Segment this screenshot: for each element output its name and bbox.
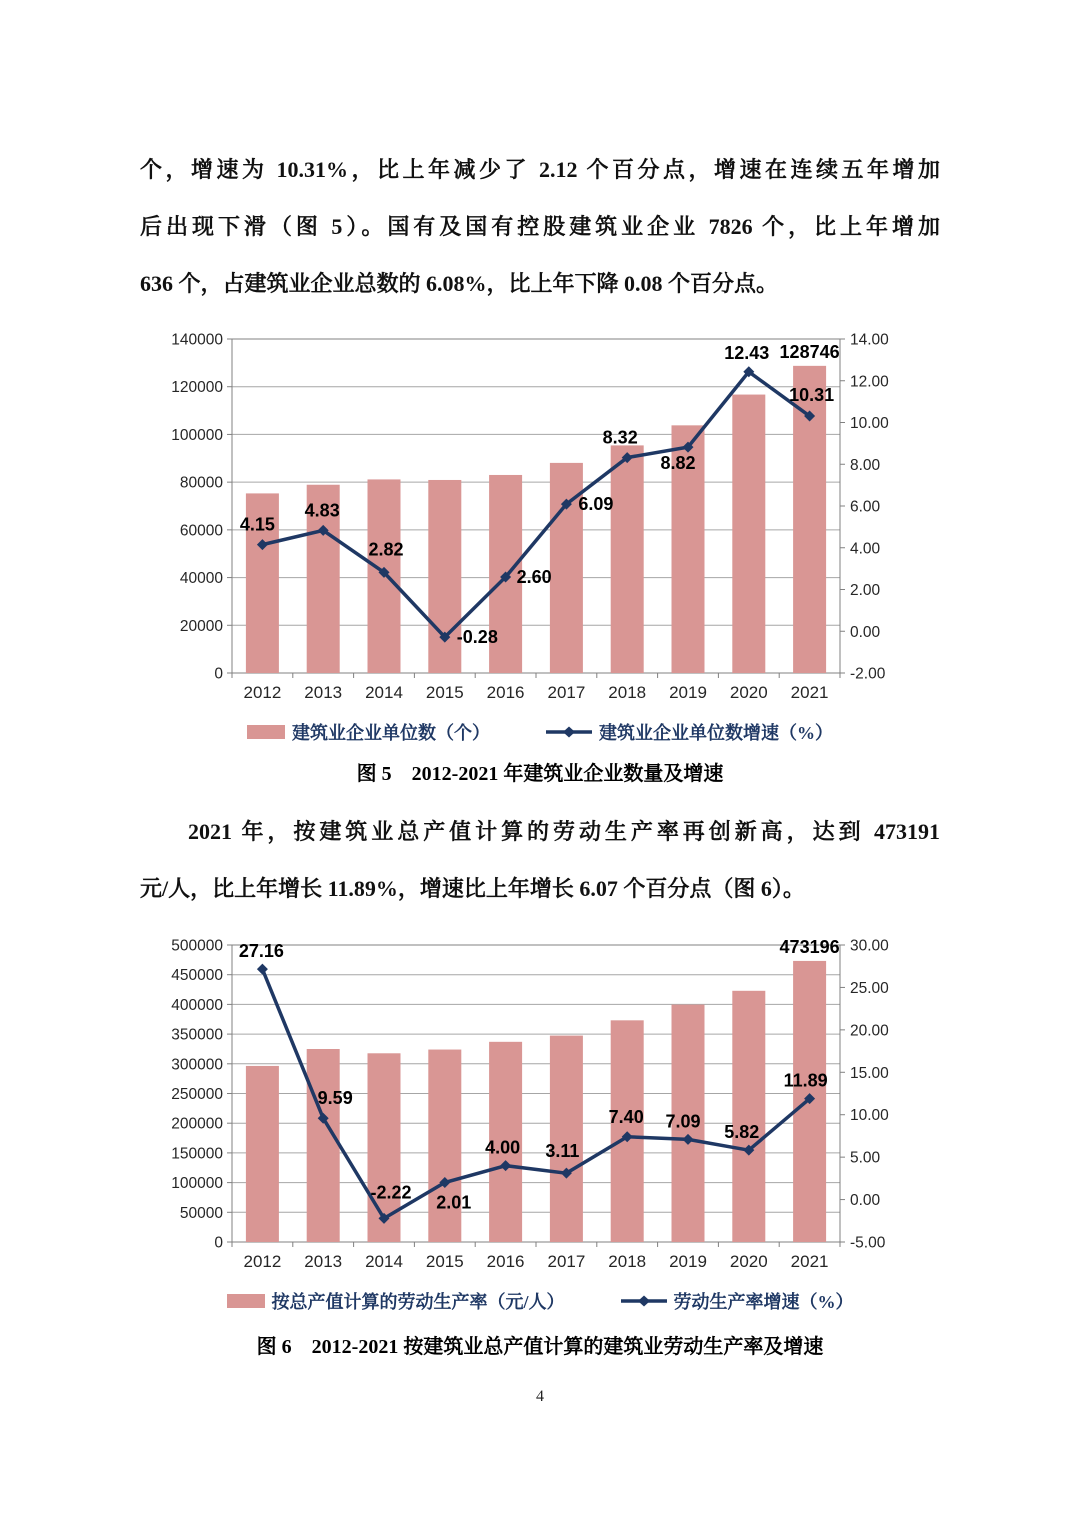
svg-text:2017: 2017 bbox=[547, 1252, 586, 1271]
figure6-legend bbox=[140, 1288, 940, 1314]
svg-text:300000: 300000 bbox=[171, 1056, 223, 1074]
svg-text:10.31: 10.31 bbox=[789, 385, 835, 406]
svg-text:50000: 50000 bbox=[179, 1204, 223, 1222]
figure6-combo-chart bbox=[140, 931, 940, 1280]
text-line: 后出现下滑（图 5）。国有及国有控股建筑业企业 7826 个，比上年增加 bbox=[140, 214, 940, 239]
svg-text:2019: 2019 bbox=[669, 1252, 707, 1271]
svg-text:4.00: 4.00 bbox=[850, 540, 881, 558]
paragraph-1 bbox=[140, 141, 940, 312]
svg-text:3.11: 3.11 bbox=[545, 1141, 580, 1162]
svg-text:-2.22: -2.22 bbox=[370, 1182, 412, 1203]
svg-text:250000: 250000 bbox=[171, 1086, 223, 1103]
svg-text:4.83: 4.83 bbox=[304, 500, 340, 521]
svg-text:6.09: 6.09 bbox=[578, 494, 614, 515]
svg-text:400000: 400000 bbox=[171, 996, 223, 1014]
svg-text:2016: 2016 bbox=[486, 683, 525, 702]
svg-text:0.00: 0.00 bbox=[850, 1192, 881, 1210]
svg-text:4.15: 4.15 bbox=[239, 514, 275, 535]
svg-text:0: 0 bbox=[214, 665, 223, 683]
svg-text:20000: 20000 bbox=[179, 617, 223, 635]
paragraph-2 bbox=[140, 803, 940, 917]
figure5-caption: 图 5 2012-2021 年建筑业企业数量及增速 bbox=[356, 763, 724, 785]
bar-series-swatch-icon bbox=[227, 1294, 265, 1308]
svg-text:2018: 2018 bbox=[608, 1252, 647, 1271]
svg-text:2012: 2012 bbox=[243, 683, 282, 702]
legend-item-line-series bbox=[621, 1288, 854, 1314]
svg-text:2017: 2017 bbox=[547, 683, 586, 702]
svg-text:7.09: 7.09 bbox=[665, 1111, 701, 1132]
svg-text:-5.00: -5.00 bbox=[850, 1234, 886, 1252]
legend-label: 建筑业企业单位数（个） bbox=[292, 723, 490, 743]
figure6-caption: 图 6 2012-2021 按建筑业总产值计算的建筑业劳动生产率及增速 bbox=[256, 1336, 824, 1358]
figure-6 bbox=[140, 931, 940, 1362]
svg-text:2021: 2021 bbox=[790, 683, 829, 702]
svg-text:60000: 60000 bbox=[179, 522, 223, 540]
legend-item-line-series bbox=[546, 719, 833, 745]
legend-label: 劳动生产率增速（%） bbox=[673, 1292, 854, 1312]
svg-text:120000: 120000 bbox=[171, 379, 223, 397]
text-line: 636 个，占建筑业企业总数的 6.08%，比上年下降 0.08 个百分点。 bbox=[140, 271, 779, 296]
svg-text:350000: 350000 bbox=[171, 1026, 223, 1044]
svg-text:11.89: 11.89 bbox=[783, 1070, 828, 1091]
svg-text:100000: 100000 bbox=[171, 1175, 223, 1193]
svg-text:100000: 100000 bbox=[171, 426, 223, 444]
svg-text:2.60: 2.60 bbox=[516, 566, 552, 587]
svg-text:6.00: 6.00 bbox=[850, 498, 881, 516]
svg-text:2.01: 2.01 bbox=[436, 1192, 472, 1213]
svg-text:2.82: 2.82 bbox=[368, 539, 404, 560]
svg-text:15.00: 15.00 bbox=[850, 1064, 889, 1082]
svg-text:40000: 40000 bbox=[179, 570, 223, 588]
bar-series-swatch-icon bbox=[247, 725, 285, 739]
svg-text:2.00: 2.00 bbox=[850, 582, 881, 599]
svg-text:8.32: 8.32 bbox=[602, 427, 638, 448]
svg-text:25.00: 25.00 bbox=[850, 979, 889, 997]
svg-text:20.00: 20.00 bbox=[850, 1022, 889, 1040]
svg-text:-0.28: -0.28 bbox=[456, 627, 498, 648]
svg-text:27.16: 27.16 bbox=[238, 941, 284, 962]
svg-text:2020: 2020 bbox=[729, 683, 768, 702]
text-line: 元/人，比上年增长 11.89%，增速比上年增长 6.07 个百分点（图 6）。 bbox=[140, 876, 805, 901]
svg-text:2013: 2013 bbox=[304, 683, 343, 702]
svg-text:80000: 80000 bbox=[179, 474, 223, 492]
svg-text:14.00: 14.00 bbox=[850, 331, 889, 349]
svg-text:9.59: 9.59 bbox=[317, 1088, 353, 1109]
svg-text:12.00: 12.00 bbox=[850, 373, 889, 391]
svg-text:140000: 140000 bbox=[171, 331, 223, 349]
svg-text:200000: 200000 bbox=[171, 1115, 223, 1133]
line-series-swatch-icon bbox=[546, 726, 592, 738]
svg-text:2019: 2019 bbox=[669, 683, 707, 702]
svg-text:2012: 2012 bbox=[243, 1252, 282, 1271]
figure5-combo-chart bbox=[140, 325, 940, 711]
svg-text:0: 0 bbox=[214, 1234, 223, 1252]
svg-text:7.40: 7.40 bbox=[608, 1106, 644, 1127]
svg-text:10.00: 10.00 bbox=[850, 415, 889, 432]
svg-text:2014: 2014 bbox=[365, 1252, 403, 1271]
svg-text:-2.00: -2.00 bbox=[850, 665, 886, 683]
svg-text:30.00: 30.00 bbox=[850, 937, 889, 955]
svg-text:4.00: 4.00 bbox=[485, 1137, 521, 1158]
svg-text:2018: 2018 bbox=[608, 683, 647, 702]
line-series-swatch-icon bbox=[621, 1295, 667, 1307]
svg-text:2015: 2015 bbox=[425, 683, 464, 702]
figure-5 bbox=[140, 325, 940, 789]
page-number: 4 bbox=[536, 1388, 544, 1405]
text-line: 个，增速为 10.31%，比上年减少了 2.12 个百分点，增速在连续五年增加 bbox=[140, 157, 940, 182]
svg-text:2021: 2021 bbox=[790, 1252, 829, 1271]
text-line: 2021 年，按建筑业总产值计算的劳动生产率再创新高，达到 473191 bbox=[188, 819, 940, 844]
svg-text:12.43: 12.43 bbox=[724, 342, 770, 363]
figure5-legend bbox=[140, 719, 940, 745]
svg-text:2014: 2014 bbox=[365, 683, 403, 702]
svg-text:0.00: 0.00 bbox=[850, 623, 881, 641]
svg-text:10.00: 10.00 bbox=[850, 1107, 889, 1125]
svg-text:5.00: 5.00 bbox=[850, 1149, 881, 1167]
svg-text:5.82: 5.82 bbox=[724, 1122, 760, 1143]
svg-text:450000: 450000 bbox=[171, 967, 223, 985]
svg-text:8.00: 8.00 bbox=[850, 456, 881, 474]
svg-text:2015: 2015 bbox=[425, 1252, 464, 1271]
svg-text:150000: 150000 bbox=[171, 1145, 223, 1163]
legend-label: 建筑业企业单位数增速（%） bbox=[599, 723, 833, 743]
legend-item-bar-series bbox=[247, 719, 490, 745]
svg-text:2016: 2016 bbox=[486, 1252, 525, 1271]
legend-label: 按总产值计算的劳动生产率（元/人） bbox=[271, 1292, 565, 1312]
svg-text:500000: 500000 bbox=[171, 937, 223, 955]
svg-text:473196: 473196 bbox=[779, 936, 840, 957]
legend-item-bar-series bbox=[227, 1288, 565, 1314]
svg-text:2013: 2013 bbox=[304, 1252, 343, 1271]
svg-text:8.82: 8.82 bbox=[660, 453, 696, 474]
svg-text:128746: 128746 bbox=[779, 341, 840, 362]
svg-text:2020: 2020 bbox=[729, 1252, 768, 1271]
